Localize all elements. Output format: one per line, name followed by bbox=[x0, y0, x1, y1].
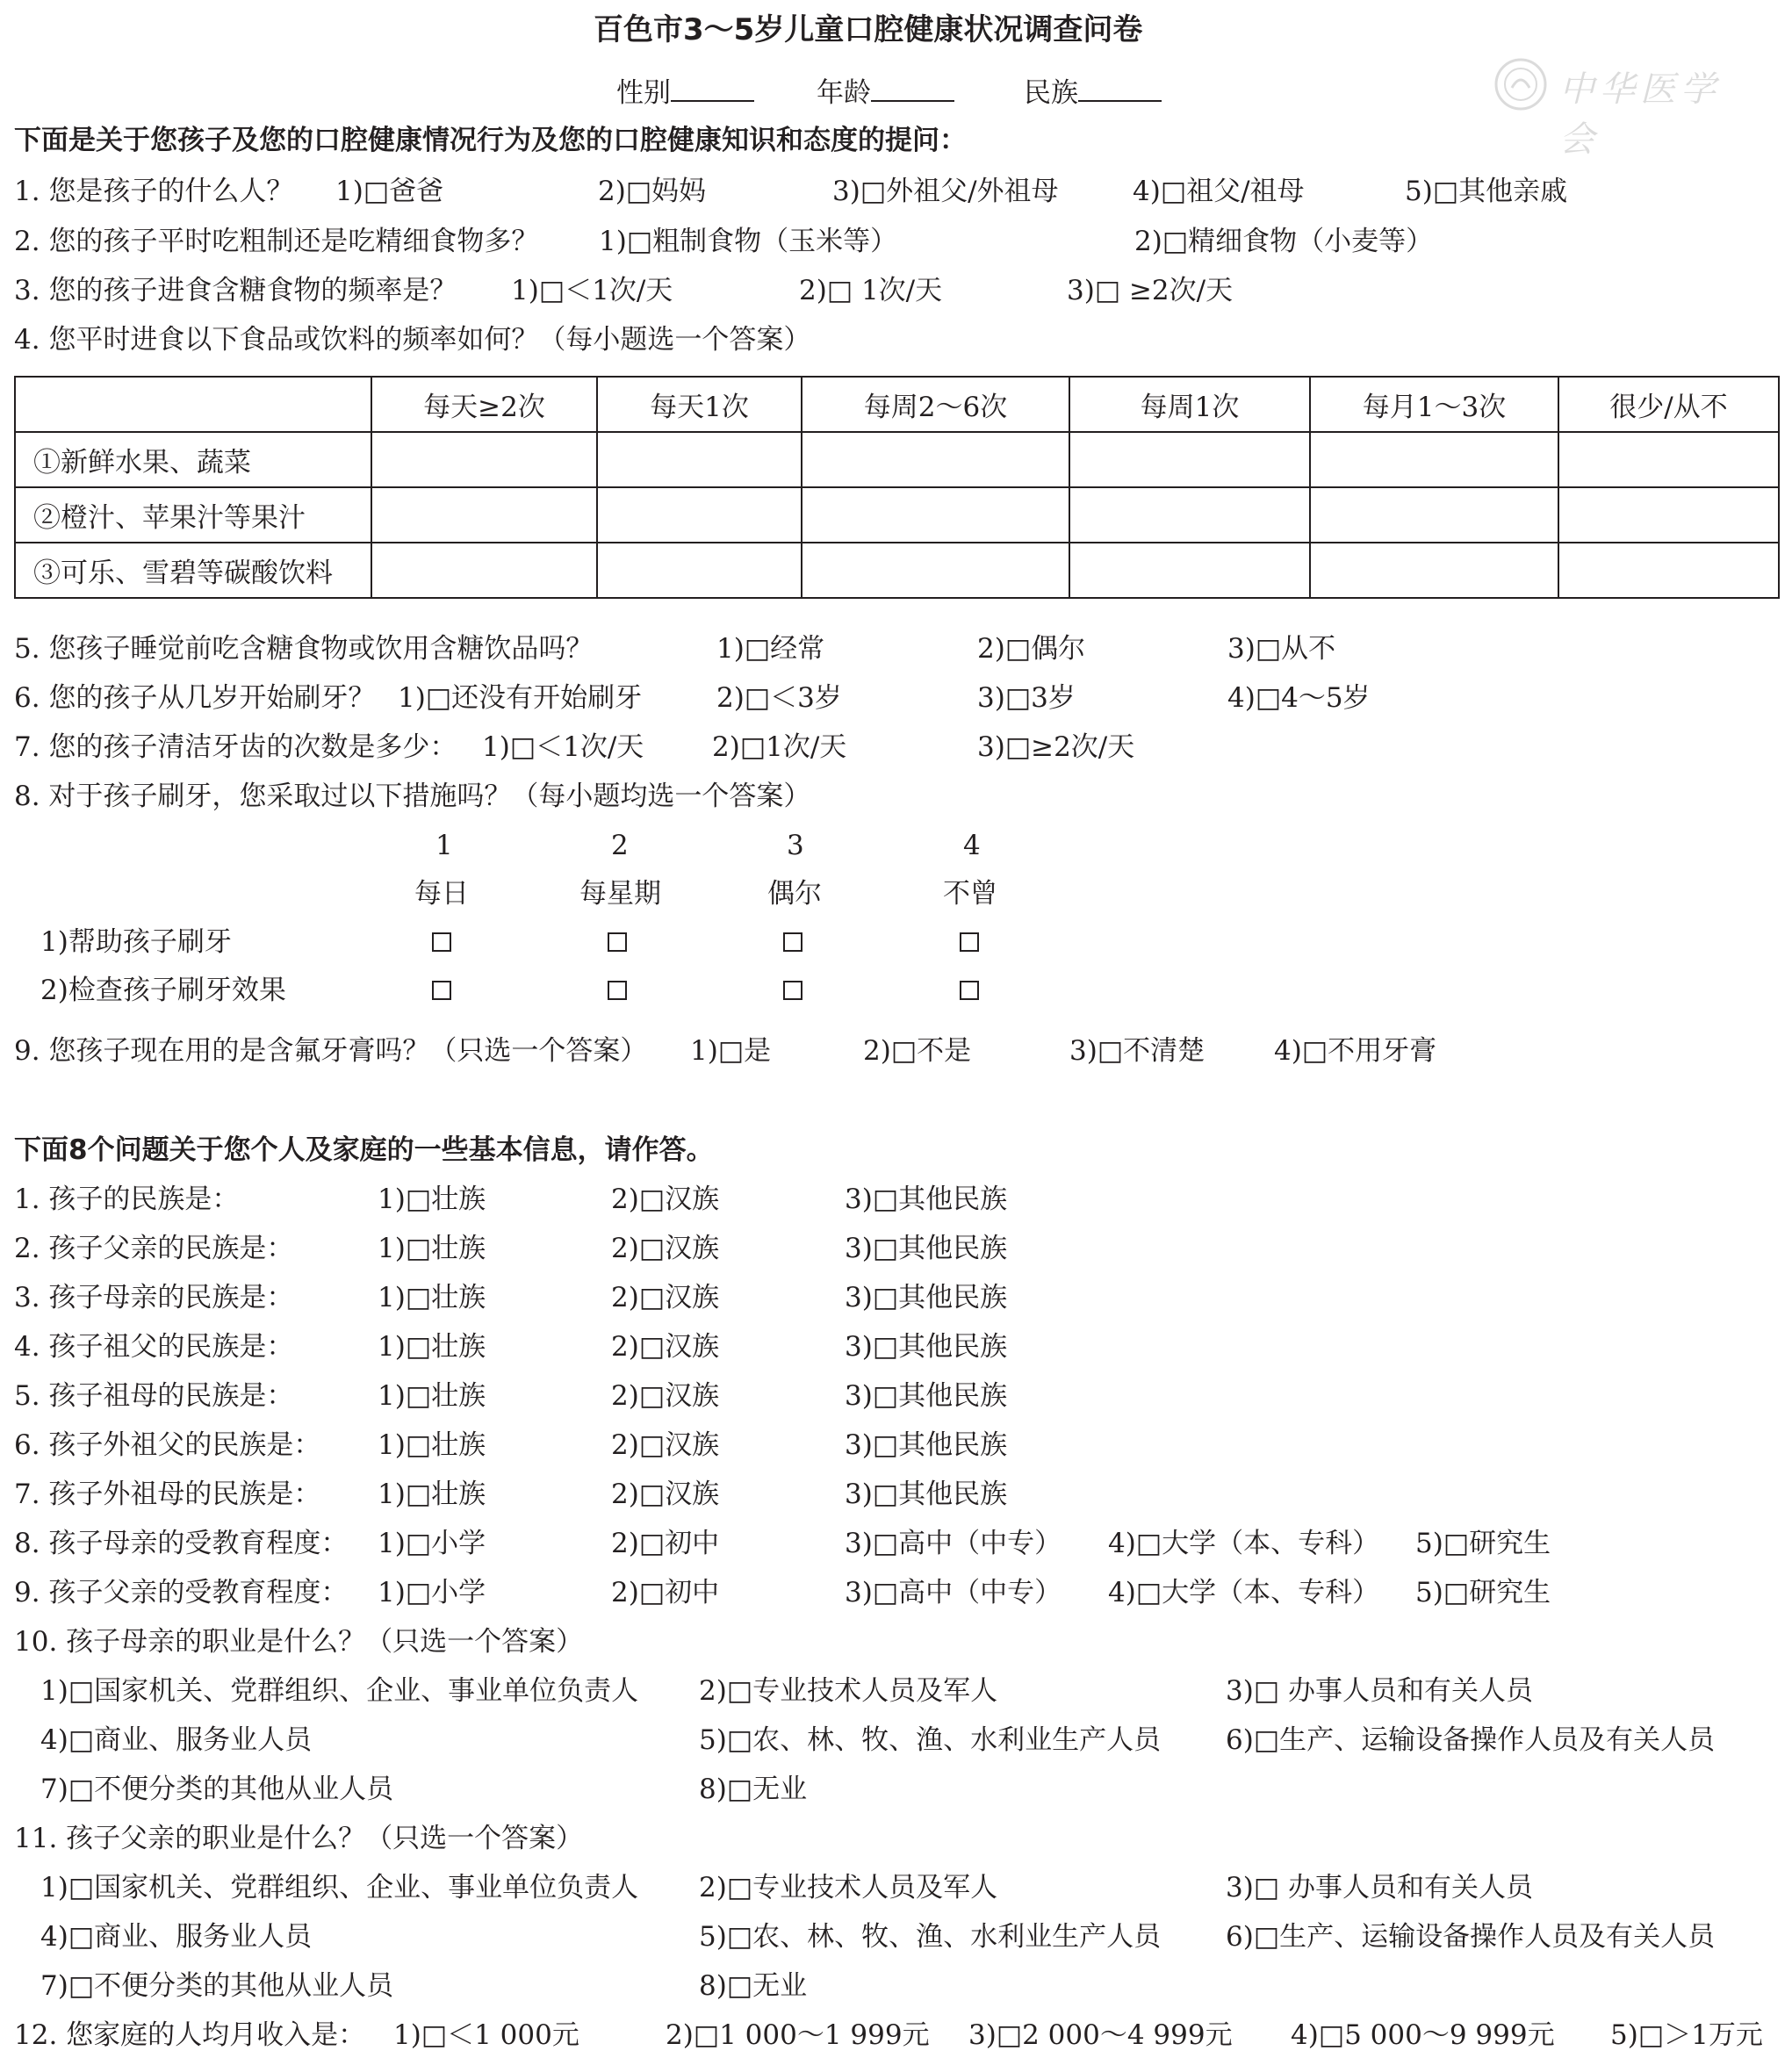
eth-option-han[interactable]: 2)□汉族 bbox=[611, 1429, 720, 1461]
q7-option-2[interactable]: 2)□1次/天 bbox=[712, 731, 847, 763]
eth-question: 1. 孩子的民族是： bbox=[14, 1184, 240, 1215]
q4-frequency-table bbox=[14, 376, 1780, 599]
occ-option-3[interactable]: 3)□ 办事人员和有关人员 bbox=[1226, 1675, 1533, 1707]
q3-option-2[interactable]: 2)□ 1次/天 bbox=[799, 275, 943, 306]
edu-option-2[interactable]: 2)□初中 bbox=[611, 1528, 720, 1559]
q8-row-label: 2)检查孩子刷牙效果 bbox=[40, 975, 286, 1006]
eth-option-other[interactable]: 3)□其他民族 bbox=[845, 1331, 1008, 1363]
answer-cell[interactable] bbox=[1069, 543, 1310, 598]
eth-question: 7. 孩子外祖母的民族是： bbox=[14, 1479, 321, 1510]
eth-question: 3. 孩子母亲的民族是： bbox=[14, 1282, 294, 1313]
q9-option-3[interactable]: 3)□不清楚 bbox=[1069, 1035, 1205, 1067]
table-header-cell: 每天1次 bbox=[597, 377, 802, 432]
table-header-cell: 每周2～6次 bbox=[802, 377, 1069, 432]
eth-option-han[interactable]: 2)□汉族 bbox=[611, 1380, 720, 1412]
answer-cell[interactable] bbox=[1558, 432, 1779, 487]
q8-col-label: 不曾 bbox=[943, 878, 997, 910]
watermark-text: 中华医学会 bbox=[1559, 69, 1721, 160]
table-row-label: ①新鲜水果、蔬菜 bbox=[15, 432, 371, 487]
q8-col-number: 3 bbox=[787, 830, 804, 861]
q9-option-4[interactable]: 4)□不用牙膏 bbox=[1274, 1035, 1437, 1067]
eth-option-zhuang[interactable]: 1)□壮族 bbox=[378, 1479, 486, 1510]
eth-option-other[interactable]: 3)□其他民族 bbox=[845, 1184, 1008, 1215]
q11-question: 11. 孩子父亲的职业是什么？（只选一个答案） bbox=[14, 1823, 584, 1854]
eth-option-han[interactable]: 2)□汉族 bbox=[611, 1184, 720, 1215]
q12-option-3[interactable]: 3)□2 000～4 999元 bbox=[968, 2019, 1233, 2051]
occ-option-5[interactable]: 5)□农、林、牧、渔、水利业生产人员 bbox=[699, 1921, 1162, 1953]
answer-cell[interactable] bbox=[371, 487, 597, 543]
q9-question: 9. 您孩子现在用的是含氟牙膏吗？（只选一个答案） bbox=[14, 1035, 648, 1067]
edu-question: 8. 孩子母亲的受教育程度： bbox=[14, 1528, 349, 1559]
occ-option-3[interactable]: 3)□ 办事人员和有关人员 bbox=[1226, 1872, 1533, 1903]
edu-option-1[interactable]: 1)□小学 bbox=[378, 1577, 486, 1608]
q12-option-2[interactable]: 2)□1 000～1 999元 bbox=[666, 2019, 930, 2051]
occ-option-2[interactable]: 2)□专业技术人员及军人 bbox=[699, 1675, 998, 1707]
q5-option-1[interactable]: 1)□经常 bbox=[716, 633, 825, 665]
q7-option-1[interactable]: 1)□＜1次/天 bbox=[482, 731, 644, 763]
eth-option-zhuang[interactable]: 1)□壮族 bbox=[378, 1429, 486, 1461]
eth-option-han[interactable]: 2)□汉族 bbox=[611, 1282, 720, 1313]
watermark-logo bbox=[1493, 56, 1752, 160]
q8-row2-checkbox-1[interactable] bbox=[432, 981, 451, 1000]
occ-option-1[interactable]: 1)□国家机关、党群组织、企业、事业单位负责人 bbox=[40, 1675, 639, 1707]
answer-cell[interactable] bbox=[371, 432, 597, 487]
q10-question: 10. 孩子母亲的职业是什么？（只选一个答案） bbox=[14, 1626, 584, 1658]
answer-cell[interactable] bbox=[802, 432, 1069, 487]
answer-cell[interactable] bbox=[802, 487, 1069, 543]
eth-option-zhuang[interactable]: 1)□壮族 bbox=[378, 1331, 486, 1363]
q6-option-1[interactable]: 1)□还没有开始刷牙 bbox=[398, 682, 643, 714]
occ-option-5[interactable]: 5)□农、林、牧、渔、水利业生产人员 bbox=[699, 1724, 1162, 1756]
q8-col-label: 每星期 bbox=[579, 878, 661, 910]
eth-option-han[interactable]: 2)□汉族 bbox=[611, 1331, 720, 1363]
q8-row1-checkbox-1[interactable] bbox=[432, 932, 451, 952]
eth-option-han[interactable]: 2)□汉族 bbox=[611, 1233, 720, 1264]
edu-option-3[interactable]: 3)□高中（中专） bbox=[845, 1528, 1062, 1559]
q8-col-number: 1 bbox=[435, 830, 453, 861]
q1-option-4[interactable]: 4)□祖父/祖母 bbox=[1133, 176, 1305, 207]
edu-option-4[interactable]: 4)□大学（本、专科） bbox=[1108, 1528, 1380, 1559]
occ-option-2[interactable]: 2)□专业技术人员及军人 bbox=[699, 1872, 998, 1903]
q7-question: 7. 您的孩子清洁牙齿的次数是多少： bbox=[14, 731, 457, 763]
occ-option-8[interactable]: 8)□无业 bbox=[699, 1970, 808, 2002]
edu-option-5[interactable]: 5)□研究生 bbox=[1415, 1577, 1551, 1608]
section2-intro: 下面8个问题关于您个人及家庭的一些基本信息，请作答。 bbox=[14, 1134, 714, 1166]
answer-cell[interactable] bbox=[597, 487, 802, 543]
age-field[interactable]: 年龄 bbox=[817, 74, 954, 111]
q2-option-2[interactable]: 2)□精细食物（小麦等） bbox=[1134, 226, 1434, 257]
table-header-cell: 每天≥2次 bbox=[371, 377, 597, 432]
eth-option-zhuang[interactable]: 1)□壮族 bbox=[378, 1282, 486, 1313]
q2-question: 2. 您的孩子平时吃粗制还是吃精细食物多？ bbox=[14, 226, 539, 257]
q6-option-2[interactable]: 2)□＜3岁 bbox=[716, 682, 842, 714]
eth-option-other[interactable]: 3)□其他民族 bbox=[845, 1380, 1008, 1412]
table-header-row bbox=[15, 377, 1779, 432]
q5-question: 5. 您孩子睡觉前吃含糖食物或饮用含糖饮品吗？ bbox=[14, 633, 594, 665]
section1-intro: 下面是关于您孩子及您的口腔健康情况行为及您的口腔健康知识和态度的提问： bbox=[14, 125, 967, 156]
q3-option-1[interactable]: 1)□＜1次/天 bbox=[511, 275, 673, 306]
q12-question: 12. 您家庭的人均月收入是： bbox=[14, 2019, 366, 2051]
q8-col-number: 2 bbox=[611, 830, 629, 861]
table-row-label: ②橙汁、苹果汁等果汁 bbox=[15, 487, 371, 543]
occ-option-4[interactable]: 4)□商业、服务业人员 bbox=[40, 1724, 313, 1756]
eth-option-zhuang[interactable]: 1)□壮族 bbox=[378, 1184, 486, 1215]
eth-question: 2. 孩子父亲的民族是： bbox=[14, 1233, 294, 1264]
occ-option-1[interactable]: 1)□国家机关、党群组织、企业、事业单位负责人 bbox=[40, 1872, 639, 1903]
q8-question: 8. 对于孩子刷牙，您采取过以下措施吗？（每小题均选一个答案） bbox=[14, 781, 811, 812]
q6-option-4[interactable]: 4)□4～5岁 bbox=[1227, 682, 1371, 714]
q8-col-label: 偶尔 bbox=[767, 878, 822, 910]
eth-option-other[interactable]: 3)□其他民族 bbox=[845, 1429, 1008, 1461]
q8-row2-checkbox-3[interactable] bbox=[783, 981, 802, 1000]
eth-option-other[interactable]: 3)□其他民族 bbox=[845, 1233, 1008, 1264]
q7-option-3[interactable]: 3)□≥2次/天 bbox=[977, 731, 1135, 763]
q3-question: 3. 您的孩子进食含糖食物的频率是？ bbox=[14, 275, 457, 306]
answer-cell[interactable] bbox=[371, 543, 597, 598]
q9-option-2[interactable]: 2)□不是 bbox=[863, 1035, 972, 1067]
q1-option-5[interactable]: 5)□其他亲戚 bbox=[1405, 176, 1568, 207]
answer-cell[interactable] bbox=[1558, 487, 1779, 543]
occ-option-8[interactable]: 8)□无业 bbox=[699, 1774, 808, 1805]
q9-option-1[interactable]: 1)□是 bbox=[690, 1035, 772, 1067]
edu-option-5[interactable]: 5)□研究生 bbox=[1415, 1528, 1551, 1559]
q12-option-1[interactable]: 1)□＜1 000元 bbox=[393, 2019, 579, 2051]
answer-cell[interactable] bbox=[1069, 432, 1310, 487]
eth-option-zhuang[interactable]: 1)□壮族 bbox=[378, 1380, 486, 1412]
q8-row1-checkbox-4[interactable] bbox=[960, 932, 979, 952]
q8-row1-checkbox-2[interactable] bbox=[608, 932, 627, 952]
eth-option-zhuang[interactable]: 1)□壮族 bbox=[378, 1233, 486, 1264]
q1-option-2[interactable]: 2)□妈妈 bbox=[598, 176, 707, 207]
table-corner-cell bbox=[15, 377, 371, 432]
occ-option-4[interactable]: 4)□商业、服务业人员 bbox=[40, 1921, 313, 1953]
eth-option-other[interactable]: 3)□其他民族 bbox=[845, 1282, 1008, 1313]
table-header-cell: 每月1～3次 bbox=[1310, 377, 1558, 432]
answer-cell[interactable] bbox=[597, 543, 802, 598]
page-title: 百色市3～5岁儿童口腔健康状况调查问卷 bbox=[594, 12, 1143, 47]
edu-question: 9. 孩子父亲的受教育程度： bbox=[14, 1577, 349, 1608]
q5-option-3[interactable]: 3)□从不 bbox=[1227, 633, 1336, 665]
occ-option-6[interactable]: 6)□生产、运输设备操作人员及有关人员 bbox=[1226, 1724, 1716, 1756]
edu-option-2[interactable]: 2)□初中 bbox=[611, 1577, 720, 1608]
q8-col-label: 每日 bbox=[414, 878, 469, 910]
ethnicity-field[interactable]: 民族 bbox=[1024, 74, 1162, 111]
answer-cell[interactable] bbox=[802, 543, 1069, 598]
q3-option-3[interactable]: 3)□ ≥2次/天 bbox=[1067, 275, 1234, 306]
q8-row2-checkbox-2[interactable] bbox=[608, 981, 627, 1000]
q12-option-4[interactable]: 4)□5 000～9 999元 bbox=[1291, 2019, 1555, 2051]
eth-question: 6. 孩子外祖父的民族是： bbox=[14, 1429, 321, 1461]
q8-row-label: 1)帮助孩子刷牙 bbox=[40, 926, 232, 958]
answer-cell[interactable] bbox=[1310, 487, 1558, 543]
table-row bbox=[15, 543, 1779, 598]
q8-row2-checkbox-4[interactable] bbox=[960, 981, 979, 1000]
q8-col-number: 4 bbox=[963, 830, 981, 861]
table-header-cell: 每周1次 bbox=[1069, 377, 1310, 432]
q6-question: 6. 您的孩子从几岁开始刷牙？ bbox=[14, 682, 376, 714]
q1-option-3[interactable]: 3)□外祖父/外祖母 bbox=[832, 176, 1059, 207]
q5-option-2[interactable]: 2)□偶尔 bbox=[977, 633, 1086, 665]
answer-cell[interactable] bbox=[597, 432, 802, 487]
table-row bbox=[15, 432, 1779, 487]
q6-option-3[interactable]: 3)□3岁 bbox=[977, 682, 1076, 714]
seal-icon bbox=[1493, 56, 1549, 112]
q4-question: 4. 您平时进食以下食品或饮料的频率如何？（每小题选一个答案） bbox=[14, 324, 811, 356]
table-header-cell: 很少/从不 bbox=[1558, 377, 1779, 432]
occ-option-7[interactable]: 7)□不便分类的其他从业人员 bbox=[40, 1774, 394, 1805]
table-row bbox=[15, 487, 1779, 543]
eth-question: 5. 孩子祖母的民族是： bbox=[14, 1380, 294, 1412]
answer-cell[interactable] bbox=[1558, 543, 1779, 598]
q8-row1-checkbox-3[interactable] bbox=[783, 932, 802, 952]
gender-field[interactable]: 性别 bbox=[616, 74, 754, 111]
q1-option-1[interactable]: 1)□爸爸 bbox=[335, 176, 444, 207]
occ-option-6[interactable]: 6)□生产、运输设备操作人员及有关人员 bbox=[1226, 1921, 1716, 1953]
answer-cell[interactable] bbox=[1069, 487, 1310, 543]
occ-option-7[interactable]: 7)□不便分类的其他从业人员 bbox=[40, 1970, 394, 2002]
edu-option-1[interactable]: 1)□小学 bbox=[378, 1528, 486, 1559]
q1-question: 1. 您是孩子的什么人？ bbox=[14, 176, 294, 207]
answer-cell[interactable] bbox=[1310, 543, 1558, 598]
edu-option-4[interactable]: 4)□大学（本、专科） bbox=[1108, 1577, 1380, 1608]
q12-option-5[interactable]: 5)□＞1万元 bbox=[1610, 2019, 1763, 2051]
eth-option-han[interactable]: 2)□汉族 bbox=[611, 1479, 720, 1510]
edu-option-3[interactable]: 3)□高中（中专） bbox=[845, 1577, 1062, 1608]
table-row-label: ③可乐、雪碧等碳酸饮料 bbox=[15, 543, 371, 598]
answer-cell[interactable] bbox=[1310, 432, 1558, 487]
eth-question: 4. 孩子祖父的民族是： bbox=[14, 1331, 294, 1363]
eth-option-other[interactable]: 3)□其他民族 bbox=[845, 1479, 1008, 1510]
q2-option-1[interactable]: 1)□粗制食物（玉米等） bbox=[599, 226, 898, 257]
